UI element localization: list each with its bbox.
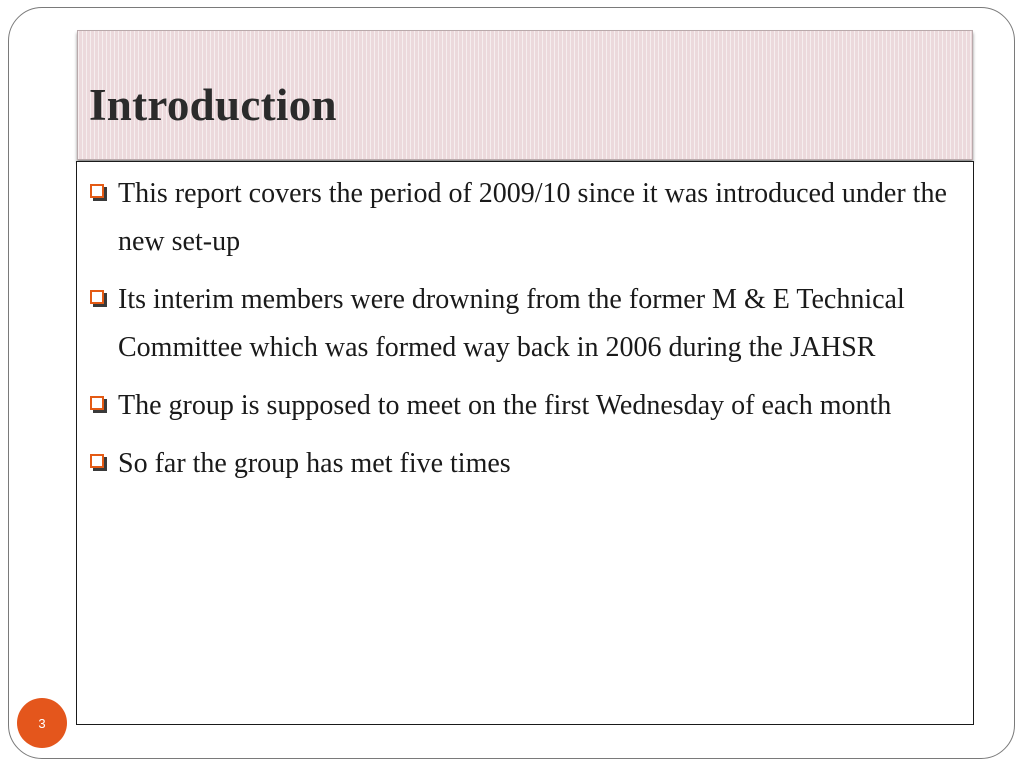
title-bar — [77, 30, 973, 160]
slide-title: Introduction — [89, 80, 337, 130]
bullet-item — [88, 276, 958, 372]
bullet-text: The group is supposed to meet on the first Wednesday of each month — [118, 390, 892, 421]
page-number-badge — [17, 698, 67, 748]
bullet-list — [88, 170, 958, 498]
bullet-text: So far the group has met five times — [118, 448, 511, 479]
content-box — [76, 161, 974, 725]
page-number: 3 — [38, 715, 46, 731]
checkbox-square-icon — [90, 290, 104, 304]
checkbox-square-icon — [90, 454, 104, 468]
bullet-item — [88, 170, 958, 266]
bullet-text: Its interim members were drowning from the former M & E Technical Committee which was formed way back in 2006 during the JAHSR — [118, 284, 905, 363]
bullet-text: This report covers the period of 2009/10 since it was introduced under the new set-up — [118, 178, 947, 257]
checkbox-square-icon — [90, 184, 104, 198]
bullet-item — [88, 440, 958, 488]
checkbox-square-icon — [90, 396, 104, 410]
bullet-item — [88, 382, 958, 430]
